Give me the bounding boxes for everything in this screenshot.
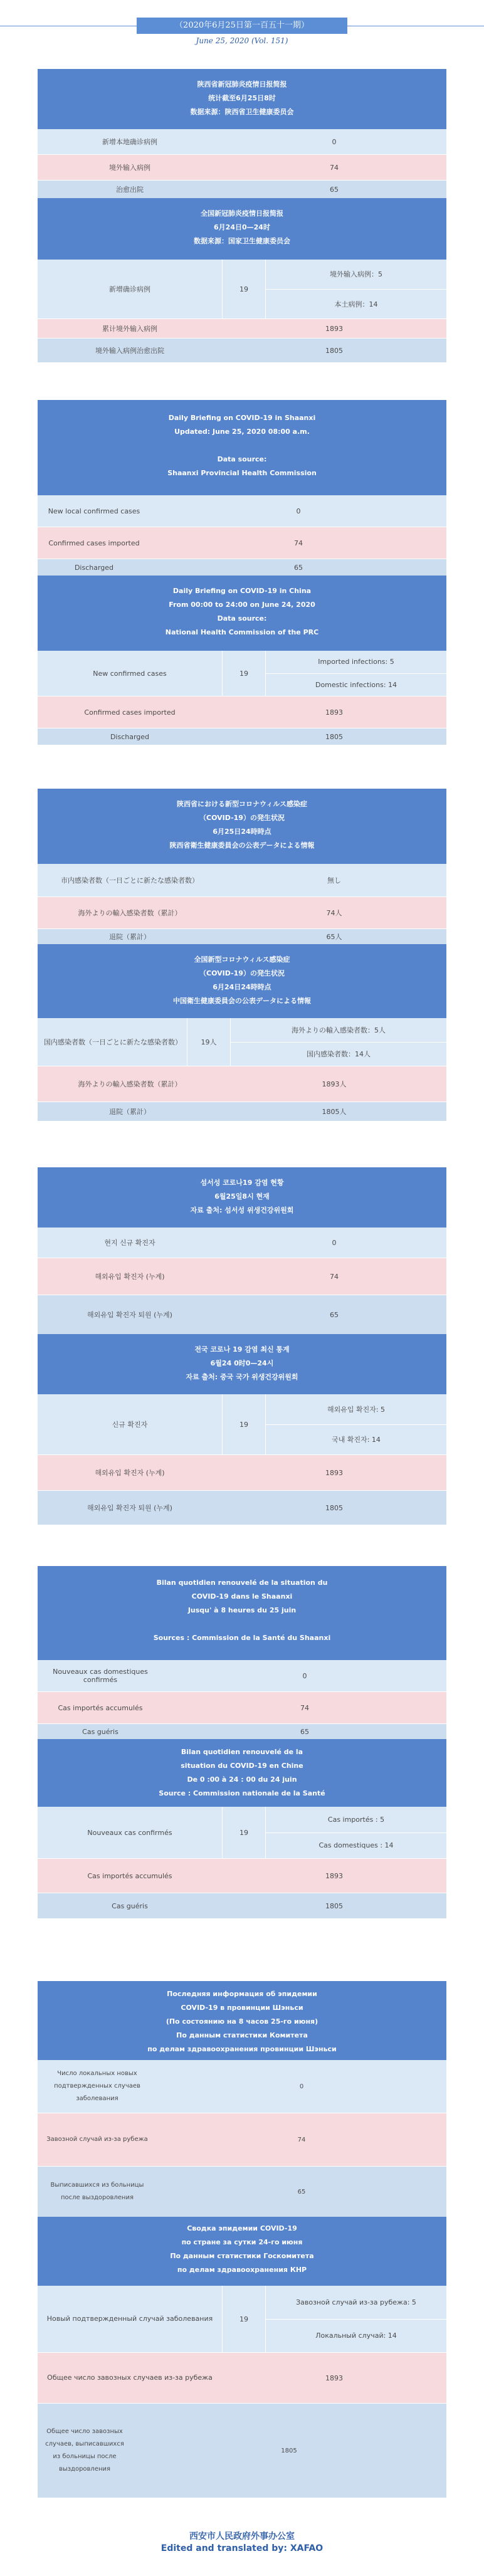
en-row-imported: Confirmed cases imported 74: [38, 527, 446, 559]
ja-national-title: 全国新型コロナウィルス感染症 （COVID-19）の発生状況 6月24日24時時点 中国衛生健康委員会の公表データによる情報: [38, 944, 446, 1018]
ko-row-total-discharged: 해외유입 확진자 퇴원 (누계) 1805: [38, 1491, 446, 1525]
zh-row-imported: 境外输入病例 74: [38, 155, 446, 180]
issue-banner: （2020年6月25日第一百五十一期）: [137, 18, 347, 34]
footer-credit: Edited and translated by: XAFAO: [160, 2543, 324, 2553]
fr-row-imported: Cas importés accumulés 74: [38, 1692, 446, 1723]
fr-row-local-new: Nouveaux cas domestiques confirmés 0: [38, 1660, 446, 1691]
ru-row-total-discharged: Общее число завозных случаев, выписавшихся из больницы после выздоровления 1805: [38, 2404, 446, 2498]
ko-section: [38, 1167, 446, 1525]
en-section: [38, 400, 446, 745]
zh-row-total-imported: 累计境外输入病例 1893: [38, 319, 446, 338]
en-row-total-imported: Confirmed cases imported 1893: [38, 697, 446, 728]
ru-row-imported: Завозной случай из-за рубежа 74: [38, 2113, 446, 2166]
ja-row-total-discharged: 退院（累計） 1805人: [38, 1102, 446, 1121]
ja-local-title: 陝西省における新型コロナウィルス感染症 （COVID-19）の発生状況 6月25日24時時点 陝西省衛生健康委員会の公表データによる情報: [38, 789, 446, 864]
fr-national-title: Bilan quotidien renouvelé de la situation du COVID-19 en Chine De 0 :00 à 24 : 00 du 24 juin Source : Commission nationale de la Santé: [38, 1739, 446, 1807]
zh-row-discharged: 治愈出院 65: [38, 181, 446, 198]
ja-row-imported: 海外よりの輸入感染者数（累計） 74人: [38, 897, 446, 928]
fr-row-discharged: Cas guéris 65: [38, 1724, 446, 1739]
fr-local-title: Bilan quotidien renouvelé de la situation du COVID-19 dans le Shaanxi Jusqu' à 8 heures du 25 juin Sources : Commission de la Santé du Shaanxi: [38, 1566, 446, 1660]
ja-row-local-new: 市内感染者数（一日ごとに新たな感染者数） 無し: [38, 864, 446, 896]
en-row-total-discharged: Discharged 1805: [38, 728, 446, 745]
ru-local-title: Последняя информация об эпидемии COVID-19 в провинции Шэньси (По состоянию на 8 часов 25-го июня) По данным статистики Комитета по делам здравоохранения провинции Шэньси: [38, 1981, 446, 2060]
zh-section: [38, 69, 446, 362]
footer-org: 西安市人民政府外事办公室: [189, 2531, 295, 2542]
ru-row-total-imported: Общее число завозных случаев из-за рубежа 1893: [38, 2353, 446, 2403]
en-new-cases: New confirmed cases 19 Imported infections: 5 Domestic infections: 14: [38, 651, 446, 696]
ko-row-local-new: 현지 신규 확진자 0: [38, 1228, 446, 1258]
ru-new-cases: Новый подтвержденный случай заболевания 19 Завозной случай из-за рубежа: 5 Локальный случай: 14: [38, 2286, 446, 2352]
fr-section: [38, 1566, 446, 1918]
ru-row-local-new: Число локальных новых подтвержденных случаев заболевания 0: [38, 2060, 446, 2113]
zh-new-cases: 新增确诊病例 19 境外输入病例：5 本土病例：14: [38, 260, 446, 318]
ko-new-cases: 신규 확진자 19 해외유입 확진자: 5 국내 확진자: 14: [38, 1394, 446, 1454]
zh-local-title: 陕西省新冠肺炎疫情日报简报 统计截至6月25日8时 数据来源：陕西省卫生健康委员会: [38, 69, 446, 129]
ja-row-total-imported: 海外よりの輸入感染者数（累計） 1893人: [38, 1066, 446, 1101]
zh-national-title: 全国新冠肺炎疫情日报简报 6月24日0—24时 数据来源：国家卫生健康委员会: [38, 198, 446, 260]
en-row-discharged: Discharged 65: [38, 559, 446, 576]
ru-row-discharged: Выписавшихся из больницы после выздоровления 65: [38, 2167, 446, 2217]
ru-section: [38, 1981, 446, 2498]
zh-row-total-discharged: 境外输入病例治愈出院 1805: [38, 339, 446, 362]
fr-row-total-imported: Cas importés accumulés 1893: [38, 1859, 446, 1893]
footer: [0, 2530, 484, 2553]
zh-row-local-new: 新增本地确诊病例 0: [38, 129, 446, 154]
ko-row-imported: 해외유입 확진자 (누계) 74: [38, 1258, 446, 1295]
fr-new-cases: Nouveaux cas confirmés 19 Cas importés : 5 Cas domestiques : 14: [38, 1807, 446, 1858]
ko-local-title: 섬서성 코로나19 감염 현황 6월25일8시 현재 자료 출처: 섬서성 위생건강위원회: [38, 1167, 446, 1228]
ko-row-discharged: 해외유입 확진자 퇴원 (누계) 65: [38, 1295, 446, 1334]
ja-section: [38, 789, 446, 1121]
ko-row-total-imported: 해외유입 확진자 (누계) 1893: [38, 1455, 446, 1490]
en-national-title: Daily Briefing on COVID-19 in China From 00:00 to 24:00 on June 24, 2020 Data source: National Health Commission of the PRC: [38, 576, 446, 651]
ja-row-discharged: 退院（累計） 65人: [38, 929, 446, 944]
ko-national-title: 전국 코로나 19 감염 최신 통계 6월24 0时0—24시 자료 출처: 중국 국가 위생건강위원회: [38, 1334, 446, 1394]
fr-row-total-discharged: Cas guéris 1805: [38, 1893, 446, 1918]
ru-national-title: Сводка эпидемии COVID-19 по стране за сутки 24-го июня По данным статистики Госкомитета по делам здравоохранения КНР: [38, 2217, 446, 2286]
en-row-local-new: New local confirmed cases 0: [38, 495, 446, 527]
issue-date: June 25, 2020 (Vol. 151): [196, 36, 288, 45]
en-local-title: Daily Briefing on COVID-19 in Shaanxi Updated: June 25, 2020 08:00 a.m. Data source: Shaanxi Provincial Health Commission: [38, 400, 446, 495]
ja-new-cases: 国内感染者数（一日ごとに新たな感染者数） 19人 海外よりの輸入感染者数：5人 国内感染者数：14人: [38, 1018, 446, 1066]
